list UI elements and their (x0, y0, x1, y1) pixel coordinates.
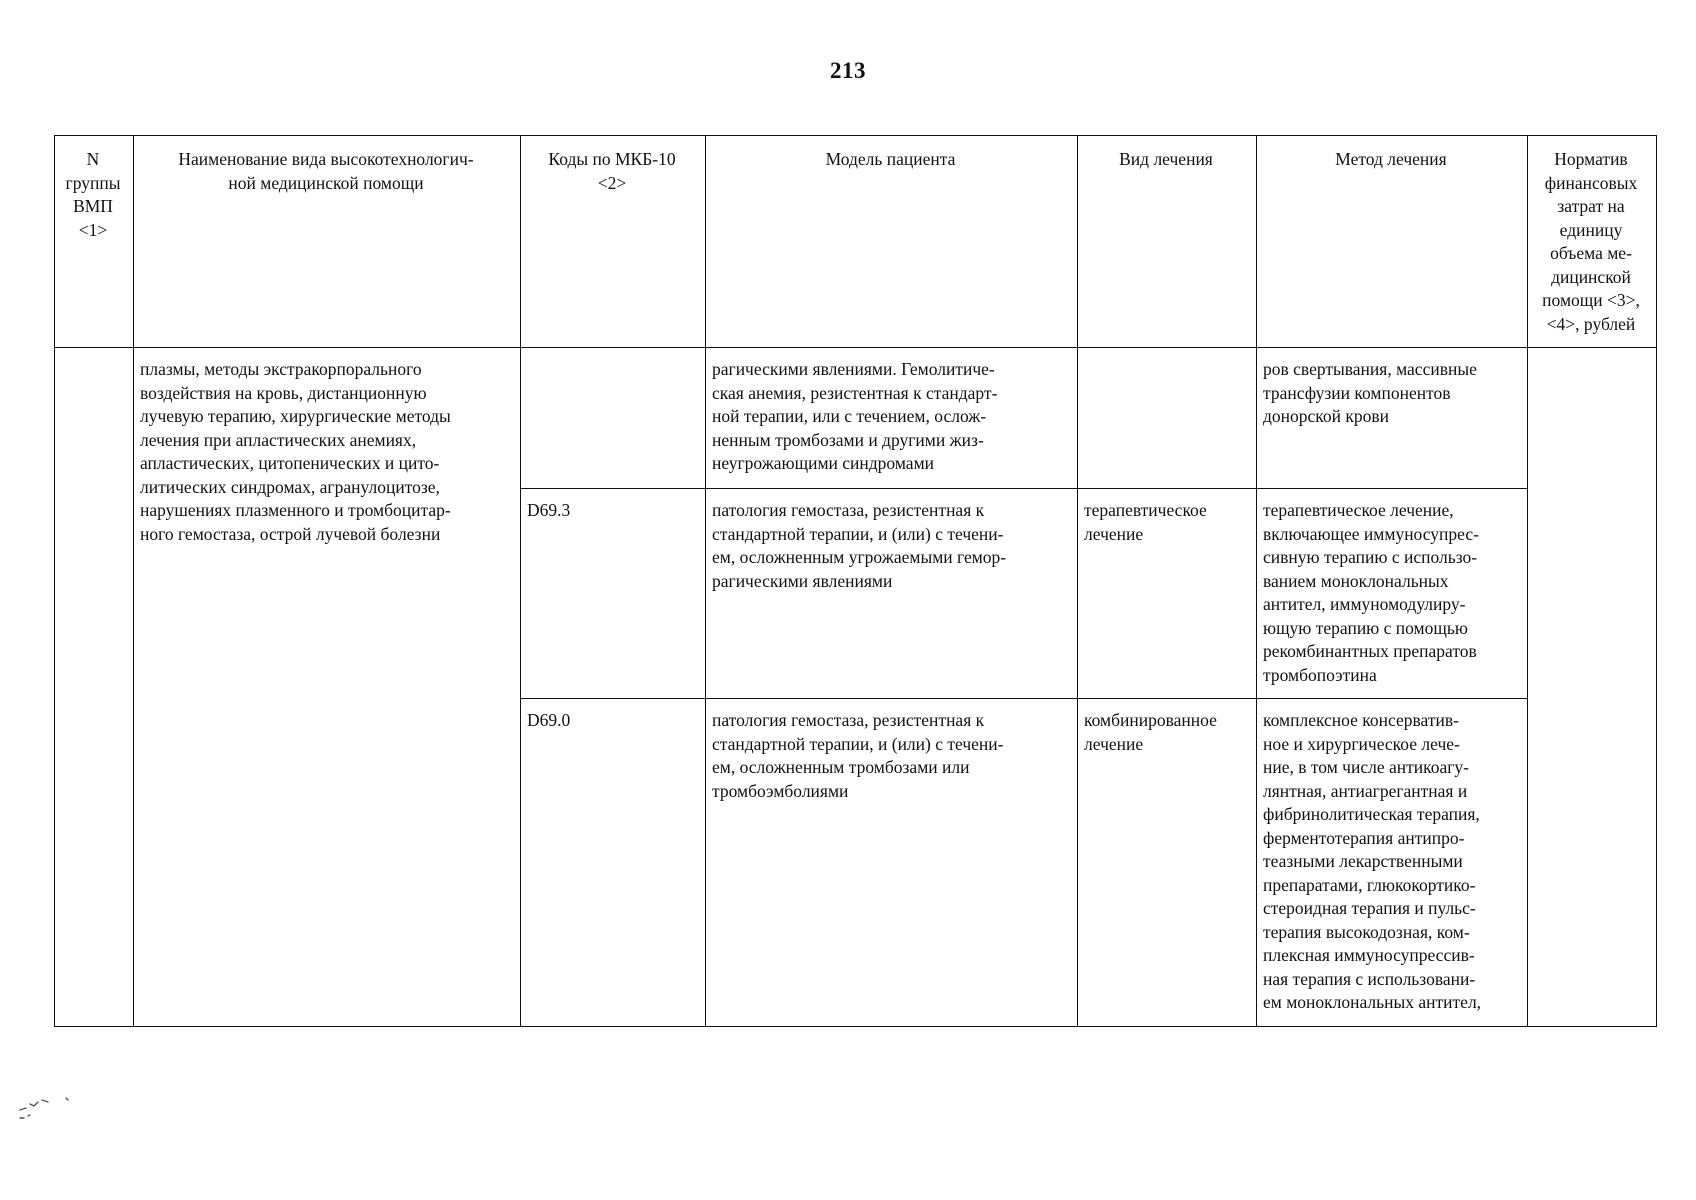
treatment-type-cell (1078, 348, 1257, 489)
header-treatment-method: Метод лечения (1257, 136, 1528, 348)
treatment-method-cell: комплексное консерватив- ное и хирургическое лече- ние, в том числе антикоагу- лянтная, антиагрегантная и фибринолитическая терапия, ферментотерапия антипро- теазными лекарственными препаратами, глюкокортико- стероидная терапия и пульс- терапия высокодозная, ком- плексная иммуносупрессив- ная терапия с использовани- ем моноклональных антител, (1257, 699, 1528, 1027)
header-patient-model: Модель пациента (706, 136, 1078, 348)
header-group-number: N группы ВМП <1> (55, 136, 134, 348)
patient-model-cell: рагическими явлениями. Гемолитиче- ская анемия, резистентная к стандарт- ной терапии, или с течением, ослож- ненным тромбозами и другими жиз- неугрожающими синдромами (706, 348, 1078, 489)
icd-code-cell: D69.3 (521, 489, 706, 699)
header-treatment-type: Вид лечения (1078, 136, 1257, 348)
treatment-method-cell: терапевтическое лечение, включающее иммуносупрес- сивную терапию с использо- ванием моноклональных антител, иммуномодулиру- ющую терапию с помощью рекомбинантных препаратов тромбопоэтина (1257, 489, 1528, 699)
icd-code-cell: D69.0 (521, 699, 706, 1027)
scan-mark (14, 1088, 84, 1128)
care-type-name-cell: плазмы, методы экстракорпорального воздействия на кровь, дистанционную лучевую терапию, хирургические методы лечения при апластических анемиях, апластических, цитопенических и цито- литических синдромах, агранулоцитозе, нарушениях плазменного и тромбоцитар- ного гемостаза, острой лучевой болезни (134, 348, 521, 1027)
header-care-type-name: Наименование вида высокотехнологич- ной медицинской помощи (134, 136, 521, 348)
header-cost-standard: Норматив финансовых затрат на единицу объема ме- дицинской помощи <3>, <4>, рублей (1528, 136, 1657, 348)
icd-code-cell (521, 348, 706, 489)
page-number: 213 (830, 58, 866, 83)
cost-standard-cell (1528, 348, 1657, 1027)
vmp-table (54, 135, 1657, 1027)
patient-model-cell: патология гемостаза, резистентная к стандартной терапии, и (или) с течени- ем, осложненным угрожаемыми гемор- рагическими явлениями (706, 489, 1078, 699)
table-row (55, 348, 1657, 489)
group-number-cell (55, 348, 134, 1027)
treatment-method-cell: ров свертывания, массивные трансфузии компонентов донорской крови (1257, 348, 1528, 489)
patient-model-cell: патология гемостаза, резистентная к стандартной терапии, и (или) с течени- ем, осложненным тромбозами или тромбоэмболиями (706, 699, 1078, 1027)
treatment-type-cell: комбинированное лечение (1078, 699, 1257, 1027)
treatment-type-cell: терапевтическое лечение (1078, 489, 1257, 699)
header-icd10-codes: Коды по МКБ-10 <2> (521, 136, 706, 348)
table-header-row (55, 136, 1657, 348)
